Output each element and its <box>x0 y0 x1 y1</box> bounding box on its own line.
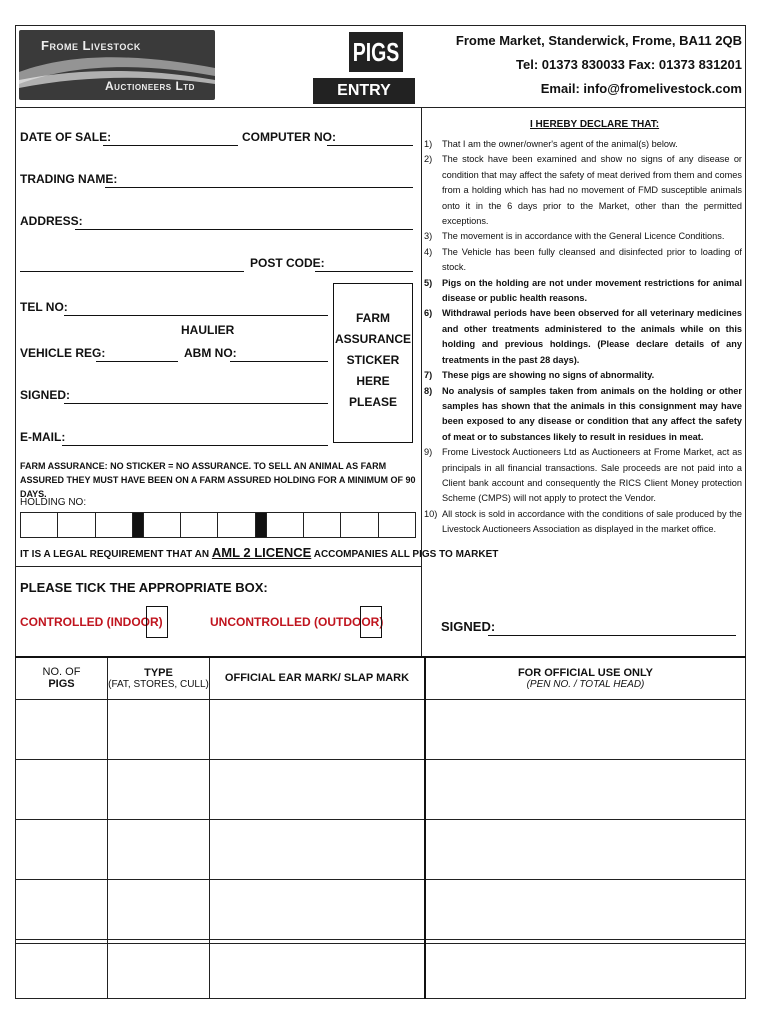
col-type-line1: TYPE <box>144 666 173 679</box>
holding-digit-box[interactable] <box>21 513 58 537</box>
col-official-use <box>425 657 746 699</box>
item-text: Withdrawal periods have been observed for all veterinary medicines and other treatments administered to the animals while on this holding and previous holdings. (Please declare details of any treatments in the past 28 days). <box>442 308 742 365</box>
table-cell[interactable] <box>108 699 210 759</box>
address-label: ADDRESS: <box>20 214 83 228</box>
table-cell[interactable] <box>108 819 210 879</box>
address-field[interactable] <box>75 229 413 230</box>
declaration-item <box>424 152 742 229</box>
holding-no-boxes[interactable] <box>20 512 416 538</box>
holding-separator <box>133 513 144 537</box>
table-cell <box>425 939 746 998</box>
item-text: Frome Livestock Auctioneers Ltd as Auctioneers at Frome Market, act as principals in all financial transactions. Sale proceeds are not paid into a Client bank account and consequently the RICS Client Money protection Scheme (CMPS) will not apply to protect the Vendor. <box>442 447 742 504</box>
form-title: PIGS <box>349 32 403 72</box>
col-no-of-pigs <box>16 657 108 699</box>
abm-no-field[interactable] <box>230 361 328 362</box>
table-cell[interactable] <box>210 939 426 998</box>
computer-no-field[interactable] <box>327 145 413 146</box>
table-cell[interactable] <box>16 939 108 998</box>
col-type-line2: (FAT, STORES, CULL) <box>108 678 209 690</box>
holding-digit-box[interactable] <box>144 513 181 537</box>
item-number: 9) <box>424 447 433 458</box>
signed-label: SIGNED: <box>20 388 71 402</box>
farm-assurance-sticker-box <box>333 283 413 443</box>
tel-no-label: TEL NO: <box>20 300 68 314</box>
col-type <box>108 657 210 699</box>
declaration-item <box>424 276 742 307</box>
table-cell[interactable] <box>16 699 108 759</box>
holding-digit-box[interactable] <box>96 513 133 537</box>
aml-text-pre: IT IS A LEGAL REQUIREMENT THAT AN <box>20 549 210 560</box>
table-row <box>16 759 746 819</box>
table-cell[interactable] <box>108 939 210 998</box>
holding-digit-box[interactable] <box>379 513 415 537</box>
email-label: E-MAIL: <box>20 430 66 444</box>
declaration-item <box>424 229 742 244</box>
table-cell[interactable] <box>16 759 108 819</box>
holding-digit-box[interactable] <box>218 513 255 537</box>
aml-highlight: AML 2 LICENCE <box>211 545 312 560</box>
declaration-item <box>424 137 742 152</box>
col-ear-mark: OFFICIAL EAR MARK/ SLAP MARK <box>210 657 426 699</box>
item-number: 6) <box>424 308 433 319</box>
table-row <box>16 939 746 998</box>
sticker-text-3: STICKER <box>346 353 400 367</box>
col-official-use-line2: (PEN NO. / TOTAL HEAD) <box>526 678 645 690</box>
item-text: All stock is sold in accordance with the conditions of sale produced by the Livestock Auctioneers Association as displayed in the market office. <box>442 508 742 535</box>
holding-digit-box[interactable] <box>58 513 95 537</box>
item-text: These pigs are showing no signs of abnormality. <box>442 370 655 381</box>
aml-requirement <box>20 545 498 560</box>
uncontrolled-label: UNCONTROLLED (OUTDOOR) <box>210 615 384 629</box>
market-email: Email: info@fromelivestock.com <box>540 81 742 96</box>
item-number: 8) <box>424 385 433 396</box>
holding-separator <box>256 513 267 537</box>
form-subtitle: ENTRY FORM <box>313 78 415 104</box>
table-cell[interactable] <box>108 879 210 939</box>
trading-name-field[interactable] <box>105 187 413 188</box>
holding-no-label: HOLDING NO: <box>20 497 87 508</box>
sticker-text-1: FARM <box>356 311 390 325</box>
address-line-2-field[interactable] <box>20 271 244 272</box>
company-logo <box>19 30 215 100</box>
table-cell[interactable] <box>210 699 426 759</box>
item-number: 10) <box>424 508 438 519</box>
sticker-text-2: ASSURANCE <box>334 332 411 346</box>
post-code-field[interactable] <box>315 271 413 272</box>
item-number: 2) <box>424 154 433 165</box>
farm-assurance-note: FARM ASSURANCE: NO STICKER = NO ASSURANCE. TO SELL AN ANIMAL AS FARM ASSURED THEY MUST HAVE BEEN ON A FARM ASSURED HOLDING FOR A MINIMUM OF 90 DAYS. <box>20 461 416 499</box>
table-cell <box>425 879 746 939</box>
holding-digit-box[interactable] <box>267 513 304 537</box>
table-cell[interactable] <box>16 819 108 879</box>
table-cell[interactable] <box>210 819 426 879</box>
computer-no-label: COMPUTER NO: <box>242 130 336 144</box>
item-number: 1) <box>424 139 433 149</box>
declaration-item <box>424 306 742 368</box>
item-number: 5) <box>424 277 433 288</box>
table-cell[interactable] <box>108 759 210 819</box>
declaration-item <box>424 384 742 446</box>
col-no-of-pigs-line2: PIGS <box>48 678 75 691</box>
declaration-signed-label: SIGNED: <box>441 619 496 634</box>
aml-text-post: ACCOMPANIES ALL PIGS TO MARKET <box>313 549 499 560</box>
col-no-of-pigs-line1: NO. OF <box>42 666 81 679</box>
sticker-text-5: PLEASE <box>348 395 397 409</box>
controlled-label: CONTROLLED (INDOOR) <box>20 615 163 629</box>
item-text: No analysis of samples taken from animals on the holding or other samples has shown that the animals in this consignment may have been exposed to any disease or condition that any affect the safety of meat or to substances likely to result in residues in meat. <box>442 385 742 442</box>
email-field[interactable] <box>62 445 328 446</box>
logo-line-1: Frome Livestock <box>41 38 141 53</box>
item-number: 3) <box>424 231 433 242</box>
uncontrolled-checkbox[interactable] <box>360 606 382 638</box>
post-code-label: POST CODE: <box>250 256 325 270</box>
date-of-sale-label: DATE OF SALE: <box>20 130 112 144</box>
table-row <box>16 819 746 879</box>
sticker-text-4: HERE <box>356 374 390 388</box>
declaration-item <box>424 245 742 276</box>
declaration-list <box>424 137 742 538</box>
market-phone: Tel: 01373 830033 Fax: 01373 831201 <box>516 57 742 72</box>
logo-line-2: Auctioneers Ltd <box>105 79 195 93</box>
header-divider <box>15 107 746 108</box>
trading-name-label: TRADING NAME: <box>20 172 118 186</box>
tick-heading: PLEASE TICK THE APPROPRIATE BOX: <box>20 580 268 595</box>
table-cell <box>425 699 746 759</box>
vehicle-reg-label: VEHICLE REG: <box>20 346 106 360</box>
table-row <box>16 699 746 759</box>
tel-no-field[interactable] <box>64 315 328 316</box>
date-of-sale-field[interactable] <box>103 145 238 146</box>
table-row <box>16 879 746 939</box>
table-cell[interactable] <box>210 759 426 819</box>
vehicle-reg-field[interactable] <box>96 361 178 362</box>
controlled-checkbox[interactable] <box>146 606 168 638</box>
signed-field[interactable] <box>64 403 328 404</box>
aml-divider <box>15 566 421 567</box>
item-text: The movement is in accordance with the General Licence Conditions. <box>442 231 725 242</box>
item-text: The Vehicle has been fully cleansed and disinfected prior to loading of stock. <box>442 246 742 273</box>
declaration-signed-field[interactable] <box>488 635 736 636</box>
column-divider <box>421 107 422 656</box>
declaration-item <box>424 368 742 383</box>
table-cell[interactable] <box>16 879 108 939</box>
item-text: Pigs on the holding are not under movement restrictions for animal disease or public health reasons. <box>442 277 742 304</box>
holding-digit-box[interactable] <box>304 513 341 537</box>
table-cell <box>425 819 746 879</box>
table-cell <box>425 759 746 819</box>
col-official-use-line1: FOR OFFICIAL USE ONLY <box>517 666 654 679</box>
declaration-item <box>424 445 742 507</box>
table-cell[interactable] <box>210 879 426 939</box>
item-text: The stock have been examined and show no signs of any disease or condition that may affect the safety of meat derived from them and comes from a holding which has had no movement of FMD susceptible animals onto it in the 6 days prior to the Market, other than the permitted exceptions. <box>442 154 742 227</box>
item-number: 7) <box>424 370 433 381</box>
pigs-entry-table <box>15 656 746 999</box>
market-address: Frome Market, Standerwick, Frome, BA11 2QB <box>455 33 742 48</box>
haulier-label: HAULIER <box>181 323 235 337</box>
holding-digit-box[interactable] <box>181 513 218 537</box>
item-number: 4) <box>424 246 433 257</box>
declaration-heading: I HEREBY DECLARE THAT: <box>530 119 660 130</box>
holding-digit-box[interactable] <box>341 513 378 537</box>
declaration-item <box>424 507 742 538</box>
item-text: That I am the owner/owner's agent of the animal(s) below. <box>442 139 678 149</box>
abm-no-label: ABM NO: <box>184 346 237 360</box>
